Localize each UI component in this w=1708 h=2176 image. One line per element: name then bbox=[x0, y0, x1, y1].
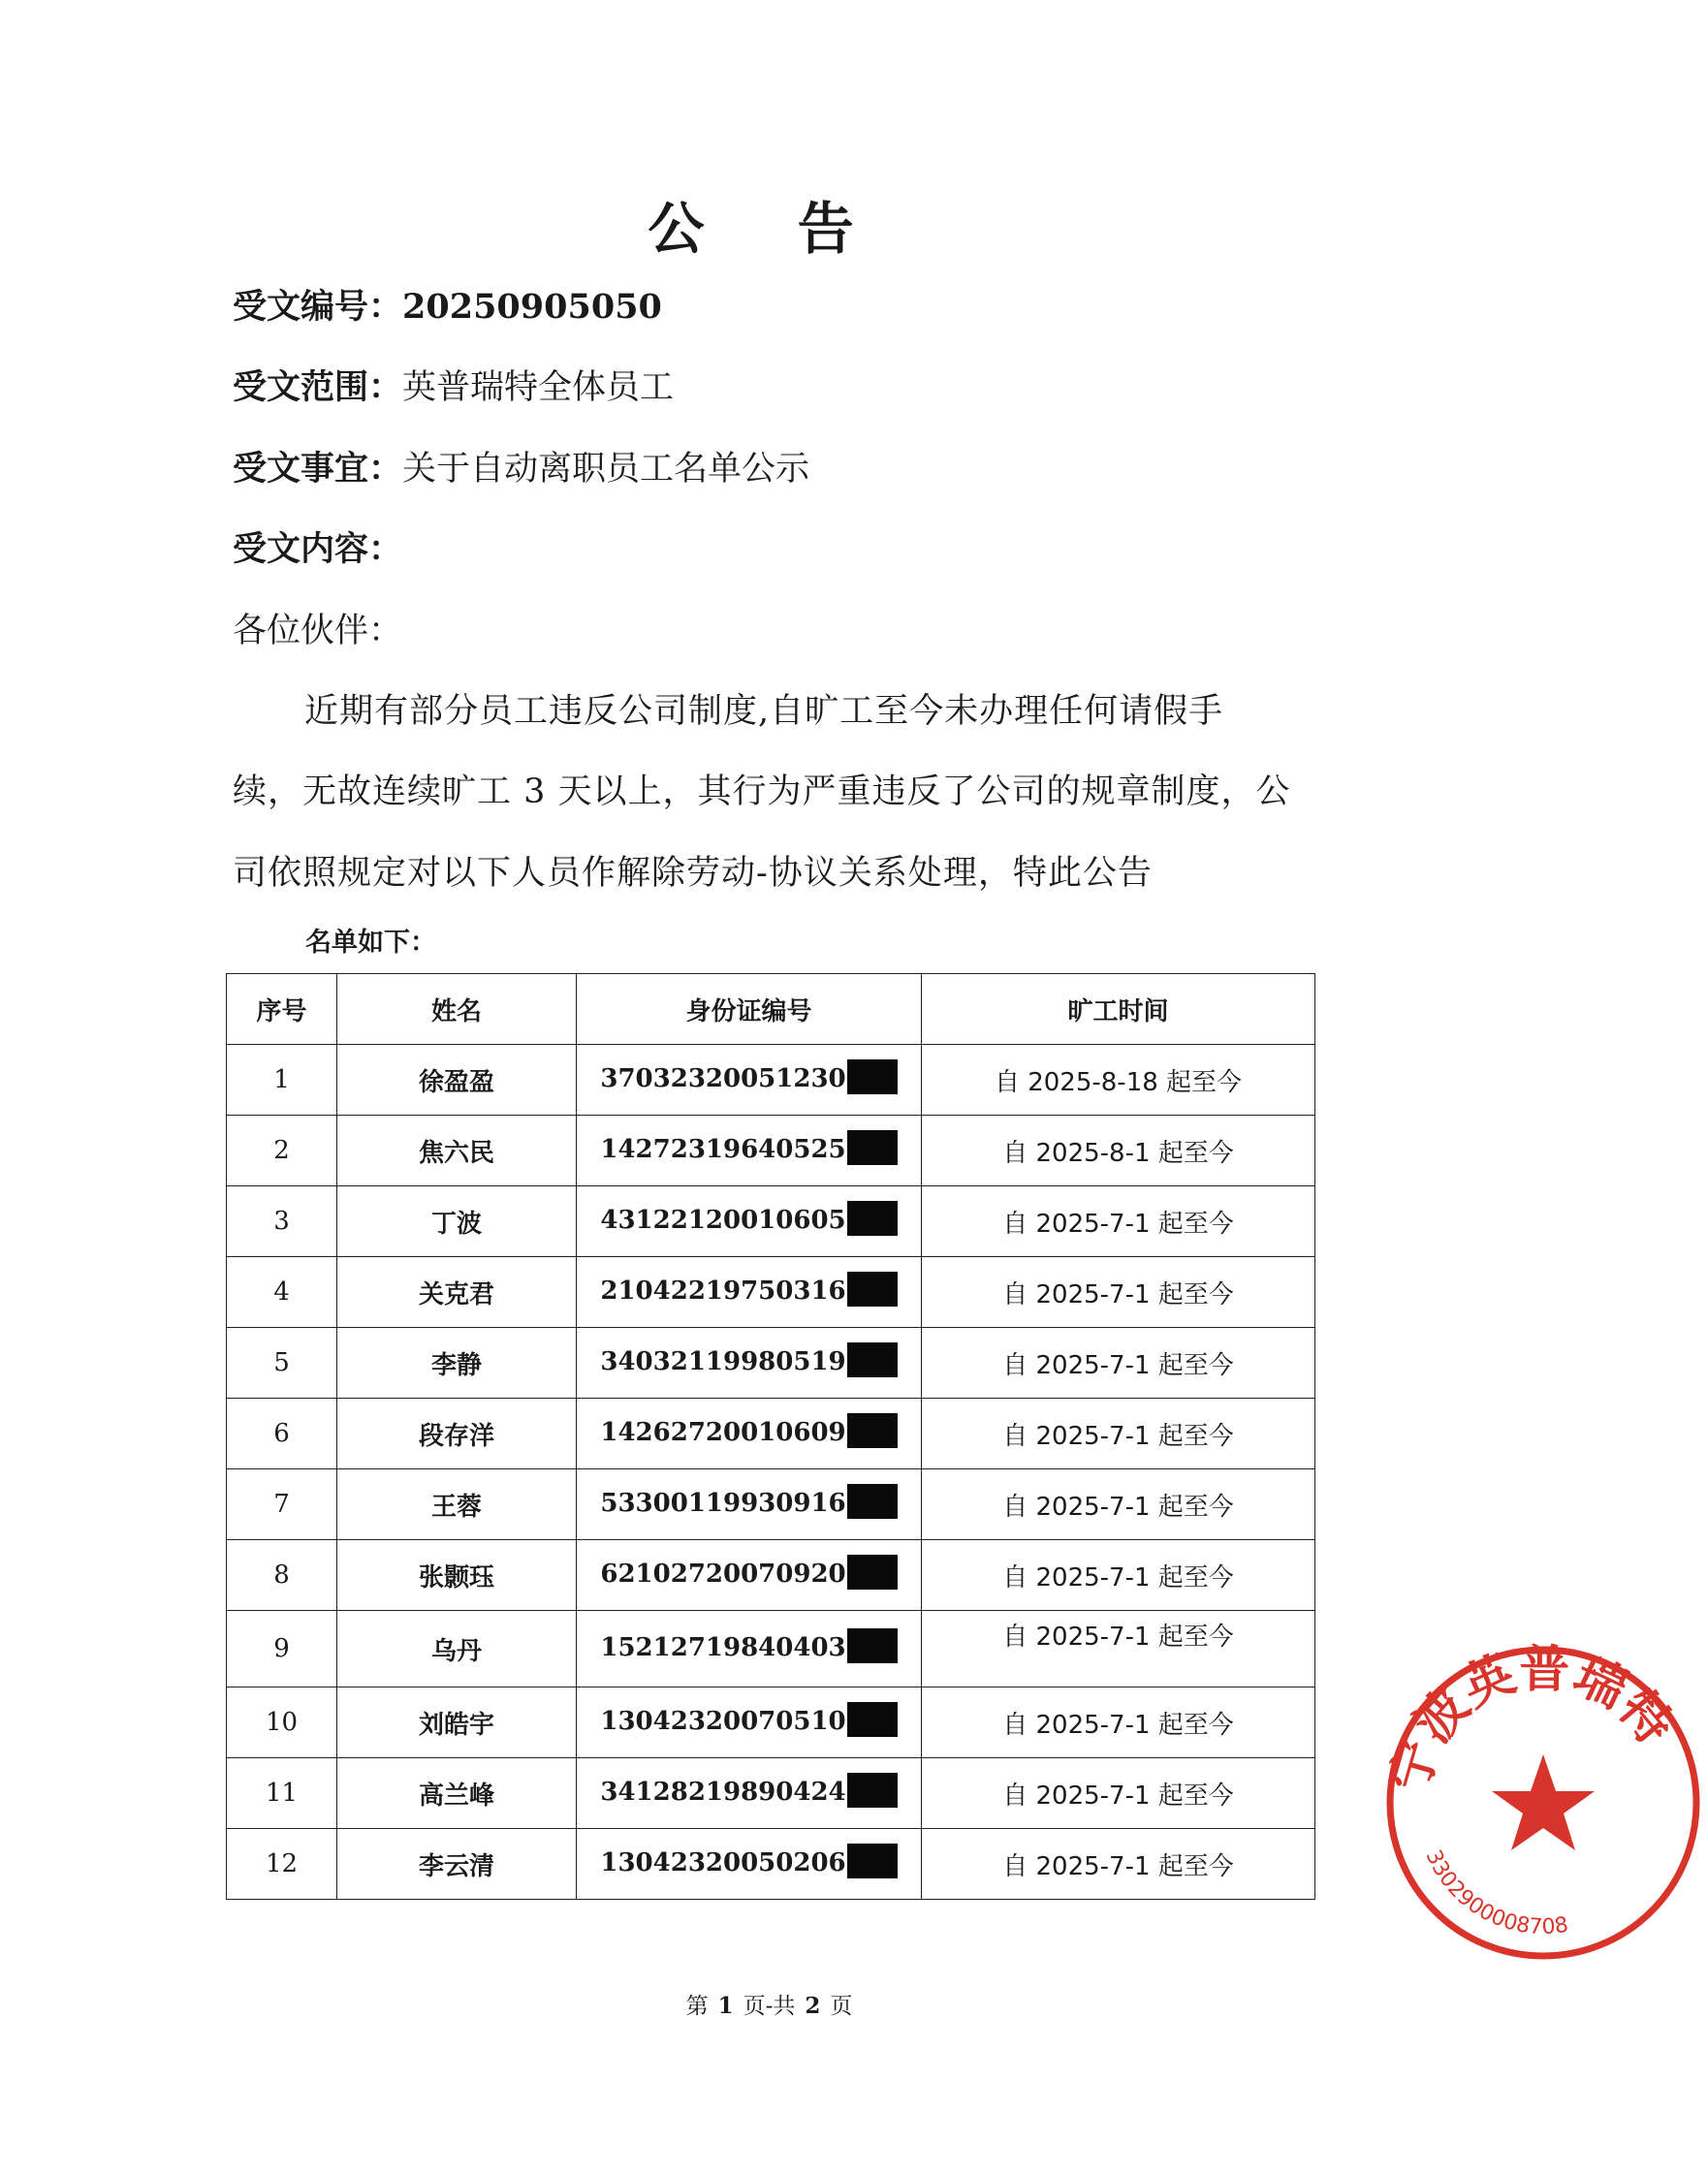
seq-cell: 5 bbox=[227, 1328, 337, 1399]
time-cell: 自 2025-7-1 起至今 bbox=[922, 1829, 1315, 1900]
id-cell bbox=[577, 1758, 922, 1829]
table-header-row bbox=[227, 974, 1315, 1045]
name-cell: 乌丹 bbox=[337, 1611, 577, 1687]
name-cell: 丁波 bbox=[337, 1186, 577, 1257]
name-cell: 焦六民 bbox=[337, 1116, 577, 1186]
content-label: 受文内容： bbox=[233, 529, 403, 569]
paragraph-line-2: 续，无故连续旷工 3 天以上，其行为严重违反了公司的规章制度，公 bbox=[233, 773, 1291, 811]
paragraph-line-1: 近期有部分员工违反公司制度,自旷工至今未办理任何请假手 bbox=[304, 692, 1224, 731]
company-seal bbox=[1378, 1638, 1685, 1968]
footer-suffix: 页 bbox=[830, 1994, 853, 2019]
doc-number-field bbox=[233, 283, 662, 331]
id-number: 62102720070920 bbox=[600, 1560, 846, 1589]
id-number: 34032119980519 bbox=[600, 1347, 846, 1376]
header-id: 身份证编号 bbox=[577, 974, 922, 1045]
time-cell: 自 2025-7-1 起至今 bbox=[922, 1540, 1315, 1611]
table-row bbox=[227, 1758, 1315, 1829]
table-row bbox=[227, 1469, 1315, 1540]
redaction-block bbox=[847, 1484, 898, 1519]
footer-mid: 页-共 bbox=[743, 1994, 796, 2019]
name-cell: 张颢珏 bbox=[337, 1540, 577, 1611]
time-cell: 自 2025-7-1 起至今 bbox=[922, 1758, 1315, 1829]
seq-cell: 1 bbox=[227, 1045, 337, 1116]
seq-cell: 8 bbox=[227, 1540, 337, 1611]
id-cell bbox=[577, 1829, 922, 1900]
subject-field bbox=[233, 445, 809, 493]
id-number: 34128219890424 bbox=[600, 1778, 846, 1807]
id-cell bbox=[577, 1399, 922, 1469]
redaction-block bbox=[847, 1272, 898, 1307]
list-label: 名单如下： bbox=[305, 928, 436, 958]
table-row bbox=[227, 1328, 1315, 1399]
roster-table bbox=[226, 973, 1315, 1900]
doc-number-label: 受文编号： bbox=[233, 287, 403, 327]
time-cell: 自 2025-7-1 起至今 bbox=[922, 1399, 1315, 1469]
time-cell: 自 2025-7-1 起至今 bbox=[922, 1611, 1315, 1687]
table-row bbox=[227, 1186, 1315, 1257]
id-number: 14262720010609 bbox=[600, 1418, 846, 1447]
redaction-block bbox=[847, 1201, 898, 1236]
redaction-block bbox=[847, 1413, 898, 1448]
id-number: 37032320051230 bbox=[600, 1064, 846, 1093]
table-row bbox=[227, 1116, 1315, 1186]
id-number: 21042219750316 bbox=[600, 1277, 846, 1306]
redaction-block bbox=[847, 1628, 898, 1663]
redaction-block bbox=[847, 1342, 898, 1377]
time-cell: 自 2025-7-1 起至今 bbox=[922, 1687, 1315, 1758]
seq-cell: 4 bbox=[227, 1257, 337, 1328]
table-row bbox=[227, 1611, 1315, 1687]
id-cell bbox=[577, 1186, 922, 1257]
name-cell: 高兰峰 bbox=[337, 1758, 577, 1829]
redaction-block bbox=[847, 1844, 898, 1878]
seq-cell: 12 bbox=[227, 1829, 337, 1900]
subject-label: 受文事宜： bbox=[233, 449, 403, 489]
id-number: 43122120010605 bbox=[600, 1206, 846, 1235]
time-cell: 自 2025-7-1 起至今 bbox=[922, 1328, 1315, 1399]
paragraph-line-3: 司依照规定对以下人员作解除劳动-协议关系处理，特此公告 bbox=[233, 854, 1153, 893]
scope-field bbox=[233, 363, 674, 412]
table-row bbox=[227, 1045, 1315, 1116]
time-cell: 自 2025-8-1 起至今 bbox=[922, 1116, 1315, 1186]
content-field bbox=[233, 525, 402, 574]
name-cell: 关克君 bbox=[337, 1257, 577, 1328]
header-seq: 序号 bbox=[227, 974, 337, 1045]
id-cell bbox=[577, 1045, 922, 1116]
name-cell: 李云清 bbox=[337, 1829, 577, 1900]
seal-text: 宁波英普瑞特 bbox=[1379, 1639, 1685, 1799]
seq-cell: 11 bbox=[227, 1758, 337, 1829]
name-cell: 李静 bbox=[337, 1328, 577, 1399]
header-time: 旷工时间 bbox=[922, 974, 1315, 1045]
redaction-block bbox=[847, 1773, 898, 1808]
table-row bbox=[227, 1257, 1315, 1328]
seq-cell: 3 bbox=[227, 1186, 337, 1257]
time-cell: 自 2025-7-1 起至今 bbox=[922, 1186, 1315, 1257]
id-cell bbox=[577, 1257, 922, 1328]
seq-cell: 7 bbox=[227, 1469, 337, 1540]
subject-value: 关于自动离职员工名单公示 bbox=[402, 450, 810, 489]
seal-code: 3302900008708 bbox=[1420, 1845, 1570, 1940]
page-title: 公 告 bbox=[648, 196, 891, 262]
name-cell: 王蓉 bbox=[337, 1469, 577, 1540]
id-cell bbox=[577, 1611, 922, 1687]
id-cell bbox=[577, 1469, 922, 1540]
id-number: 14272319640525 bbox=[600, 1135, 846, 1164]
table-row bbox=[227, 1540, 1315, 1611]
footer-prefix: 第 bbox=[685, 1994, 709, 2019]
time-cell: 自 2025-7-1 起至今 bbox=[922, 1257, 1315, 1328]
page-footer bbox=[0, 1989, 1538, 2024]
id-cell bbox=[577, 1540, 922, 1611]
seal-star-icon bbox=[1492, 1754, 1595, 1850]
name-cell: 段存洋 bbox=[337, 1399, 577, 1469]
footer-total: 2 bbox=[805, 1993, 821, 2019]
seq-cell: 10 bbox=[227, 1687, 337, 1758]
time-cell: 自 2025-7-1 起至今 bbox=[922, 1469, 1315, 1540]
time-cell: 自 2025-8-18 起至今 bbox=[922, 1045, 1315, 1116]
name-cell: 刘皓宇 bbox=[337, 1687, 577, 1758]
footer-page: 1 bbox=[717, 1993, 734, 2019]
redaction-block bbox=[847, 1702, 898, 1737]
id-number: 15212719840403 bbox=[600, 1633, 846, 1662]
table-row bbox=[227, 1399, 1315, 1469]
name-cell: 徐盈盈 bbox=[337, 1045, 577, 1116]
table-row bbox=[227, 1687, 1315, 1758]
redaction-block bbox=[847, 1130, 898, 1165]
id-cell bbox=[577, 1687, 922, 1758]
redaction-block bbox=[847, 1555, 898, 1590]
id-number: 13042320050206 bbox=[600, 1848, 846, 1877]
doc-number-value: 20250905050 bbox=[402, 287, 662, 327]
table-row bbox=[227, 1829, 1315, 1900]
id-cell bbox=[577, 1116, 922, 1186]
seq-cell: 6 bbox=[227, 1399, 337, 1469]
id-number: 13042320070510 bbox=[600, 1707, 846, 1736]
seq-cell: 9 bbox=[227, 1611, 337, 1687]
greeting: 各位伙伴： bbox=[233, 612, 403, 650]
scope-label: 受文范围： bbox=[233, 367, 403, 407]
header-name: 姓名 bbox=[337, 974, 577, 1045]
seal-graphic bbox=[1378, 1638, 1708, 1968]
id-cell bbox=[577, 1328, 922, 1399]
redaction-block bbox=[847, 1059, 898, 1094]
id-number: 53300119930916 bbox=[600, 1489, 846, 1518]
scope-value: 英普瑞特全体员工 bbox=[402, 368, 675, 407]
seq-cell: 2 bbox=[227, 1116, 337, 1186]
